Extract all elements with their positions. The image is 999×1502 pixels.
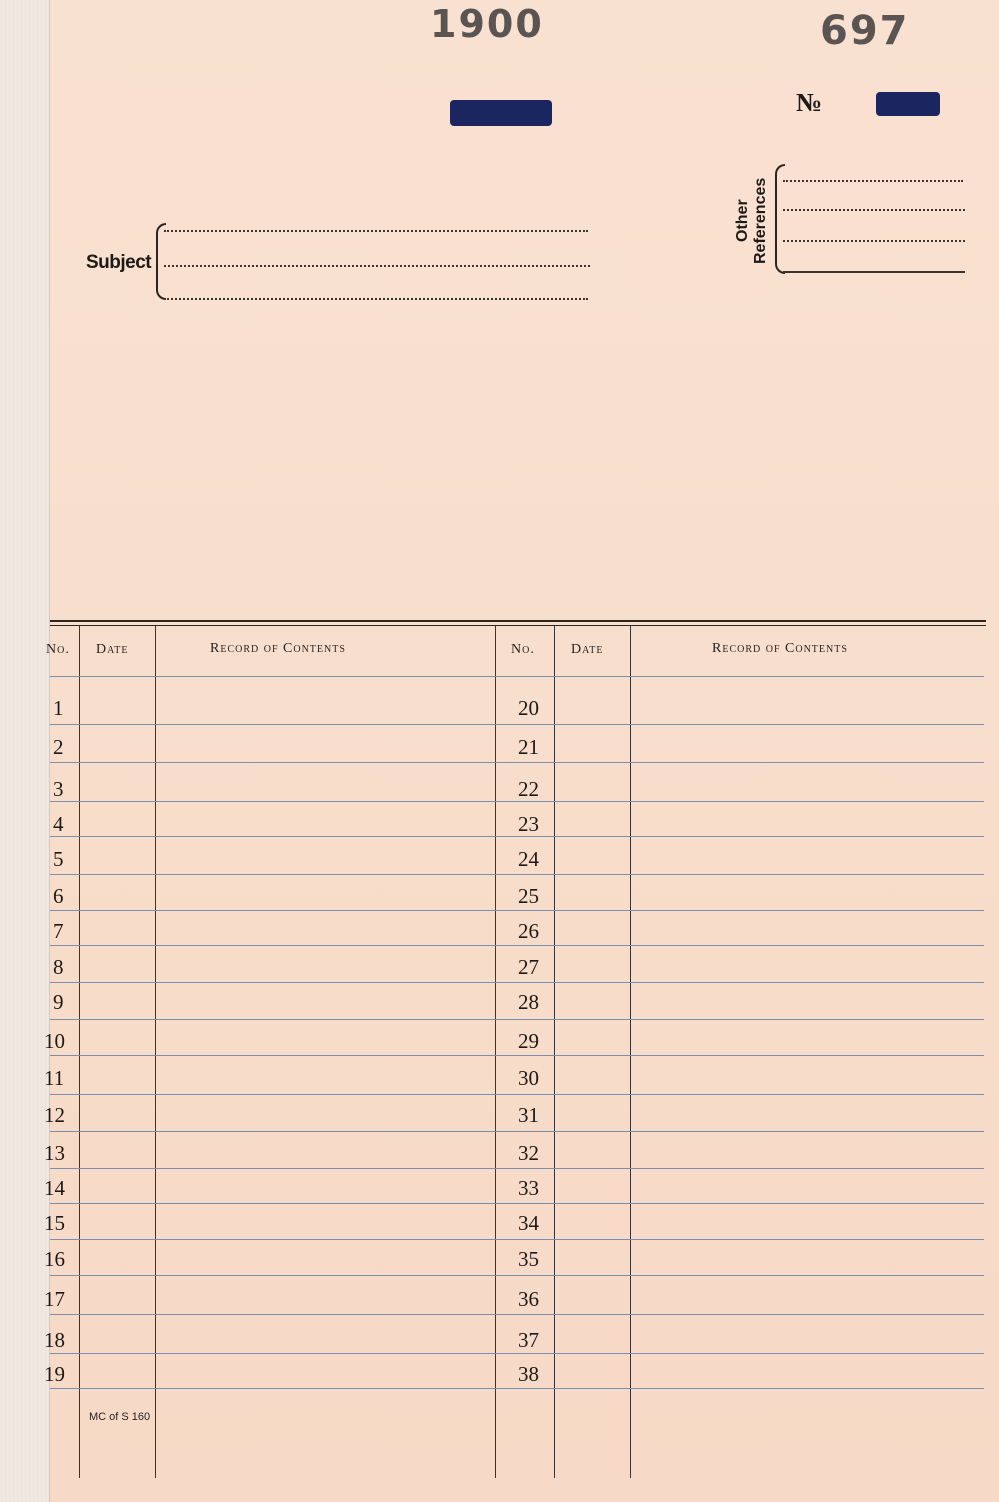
header-date-left: Date: [96, 642, 129, 657]
row-line: [50, 1314, 984, 1315]
row-number: 33: [518, 1176, 539, 1200]
row-number: 36: [518, 1287, 539, 1311]
header-no-right: No.: [511, 642, 535, 657]
form-code: MC of S 160: [89, 1411, 151, 1423]
row-number: 30: [518, 1066, 539, 1090]
row-number: 31: [518, 1103, 539, 1127]
row-number: 32: [518, 1141, 539, 1165]
table-top-rule: [50, 625, 986, 626]
table-top-rule: [50, 620, 986, 622]
binding-strip: [0, 0, 50, 1502]
row-number: 23: [518, 812, 539, 836]
row-number: 29: [518, 1029, 539, 1053]
row-number: 22: [518, 777, 539, 801]
row-number: 6: [53, 884, 64, 908]
row-number: 38: [518, 1362, 539, 1386]
column-rule: [495, 626, 496, 1478]
row-number: 2: [53, 735, 64, 759]
header-no-left: No.: [46, 642, 70, 657]
row-number: 17: [44, 1287, 65, 1311]
row-number: 1: [53, 696, 64, 720]
row-line: [50, 1388, 984, 1389]
row-line: [50, 1239, 984, 1240]
row-number: 18: [44, 1328, 65, 1352]
row-line: [50, 1203, 984, 1204]
row-number: 16: [44, 1247, 65, 1271]
header-record-right: Record of Contents: [712, 641, 848, 656]
row-number: 28: [518, 990, 539, 1014]
subject-label: Subject: [86, 252, 152, 273]
column-rule: [155, 626, 156, 1478]
other-references-label: [712, 156, 772, 266]
row-line: [50, 1094, 984, 1095]
row-line: [50, 724, 984, 725]
row-number: 7: [53, 919, 64, 943]
other-label-line2: References: [752, 177, 769, 264]
row-line: [50, 945, 984, 946]
row-number: 4: [53, 812, 64, 836]
other-label-line1: Other: [734, 199, 751, 242]
row-number: 25: [518, 884, 539, 908]
row-number: 12: [44, 1103, 65, 1127]
row-number: 8: [53, 955, 64, 979]
row-line: [50, 1055, 984, 1056]
subject-line[interactable]: [164, 265, 590, 267]
row-line: [50, 910, 984, 911]
row-number: 14: [44, 1176, 65, 1200]
other-reference-line[interactable]: [783, 271, 965, 273]
row-number: 19: [44, 1362, 65, 1386]
other-reference-line[interactable]: [783, 180, 963, 182]
row-number: 21: [518, 735, 539, 759]
row-line: [50, 1168, 984, 1169]
row-line: [50, 1131, 984, 1132]
redaction-block: [450, 100, 552, 126]
row-line: [50, 1275, 984, 1276]
row-number: 27: [518, 955, 539, 979]
subject-brace: [156, 223, 166, 300]
year-stamp: 1900: [430, 2, 544, 46]
column-rule: [630, 626, 631, 1478]
column-rule: [554, 626, 555, 1478]
row-number: 26: [518, 919, 539, 943]
row-line: [50, 801, 984, 802]
row-number: 13: [44, 1141, 65, 1165]
row-number: 34: [518, 1211, 539, 1235]
row-number: 37: [518, 1328, 539, 1352]
row-line: [50, 874, 984, 875]
row-number: 35: [518, 1247, 539, 1271]
other-reference-line[interactable]: [783, 240, 965, 242]
row-number: 10: [44, 1029, 65, 1053]
other-reference-line[interactable]: [783, 209, 965, 211]
row-number: 20: [518, 696, 539, 720]
row-number: 9: [53, 990, 64, 1014]
column-rule: [79, 626, 80, 1478]
file-number-stamp: 697: [820, 8, 910, 54]
header-date-right: Date: [571, 642, 604, 657]
redaction-block: [876, 92, 940, 116]
row-number: 5: [53, 847, 64, 871]
header-record-left: Record of Contents: [210, 641, 346, 656]
row-line: [50, 982, 984, 983]
row-line: [50, 676, 984, 677]
row-number: 15: [44, 1211, 65, 1235]
row-number: 3: [53, 777, 64, 801]
row-line: [50, 1353, 984, 1354]
row-line: [50, 762, 984, 763]
subject-line[interactable]: [164, 230, 588, 232]
row-line: [50, 836, 984, 837]
number-label: №: [796, 88, 823, 117]
subject-line[interactable]: [164, 298, 588, 300]
row-line: [50, 1019, 984, 1020]
row-number: 24: [518, 847, 539, 871]
row-number: 11: [44, 1066, 65, 1090]
